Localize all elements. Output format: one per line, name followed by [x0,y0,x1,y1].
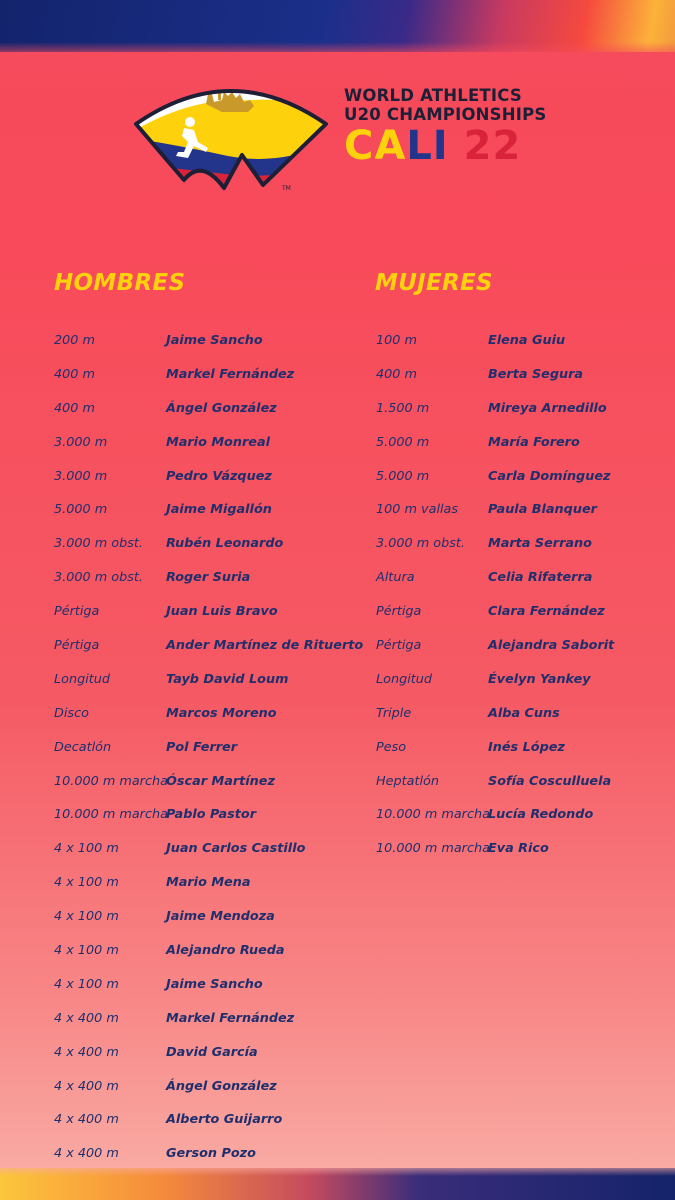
event-label: 400 m [54,400,95,416]
roster-row [54,669,354,703]
cali-22-emblem-icon [132,72,330,200]
logo-city-year [344,125,521,167]
event-label: 400 m [54,366,95,382]
athlete-name: Elena Guiu [488,333,566,348]
event-label: 4 x 100 m [54,976,119,992]
svg-text:TM: TM [282,185,291,192]
event-label: 5.000 m [376,434,430,450]
event-label: Pértiga [54,604,100,620]
athlete-name: Évelyn Yankey [488,671,591,687]
roster-row [54,703,354,737]
roster-row [376,635,666,669]
roster-row [54,635,364,669]
athlete-name: Juan Carlos Castillo [166,841,306,857]
athlete-name: Berta Segura [488,366,584,382]
athlete-name: Markel Fernández [166,366,295,382]
roster-row [54,499,354,533]
athlete-name: Carla Domínguez [488,468,611,484]
athlete-name: Ángel González [166,400,277,416]
athlete-name: Mireya Arnedillo [488,400,607,416]
event-label: Pértiga [376,604,422,620]
roster-row [54,432,354,466]
athlete-name: Paula Blanquer [488,502,597,518]
event-label: 10.000 m marcha [54,773,168,789]
athlete-name: Ángel González [166,1078,277,1094]
logo-city-part1: CA [344,123,407,169]
roster-row [376,533,666,567]
roster-row [54,906,354,940]
event-label: Peso [376,739,407,755]
athlete-name: Alejandro Rueda [166,943,285,959]
athlete-name: María Forero [488,434,580,450]
athlete-name: Jaime Sancho [166,333,263,348]
roster-row [376,432,666,466]
event-label: Triple [376,705,412,721]
event-label: Pértiga [54,638,100,654]
roster-row [54,737,354,771]
men-roster [54,330,364,1177]
event-label: 4 x 100 m [54,943,119,959]
roster-row [54,601,354,635]
event-label: Altura [376,570,415,586]
roster-row [54,466,354,500]
event-label: Longitud [54,671,110,687]
roster-row [376,771,666,805]
athlete-name: Alberto Guijarro [166,1112,283,1128]
event-label: 4 x 100 m [54,875,119,891]
athlete-name: Markel Fernández [166,1010,295,1026]
roster-row [376,601,666,635]
event-label: Longitud [376,671,432,687]
event-label: 10.000 m marcha [376,807,490,823]
event-label: 200 m [54,333,95,348]
athlete-name: Roger Suria [166,570,251,586]
athlete-name: Jaime Mendoza [166,909,275,925]
roster-row [376,669,666,703]
event-label: 100 m vallas [376,502,459,518]
event-label: Pértiga [376,638,422,654]
roster-row [376,330,666,364]
roster-row [54,804,354,838]
event-label: 4 x 400 m [54,1078,119,1094]
athlete-name: Mario Monreal [166,434,270,450]
roster-row [376,466,666,500]
event-label: 3.000 m obst. [54,536,143,552]
event-label: 4 x 400 m [54,1146,119,1162]
event-label: 3.000 m obst. [376,536,465,552]
roster-row [54,872,354,906]
event-label: 3.000 m [54,434,108,450]
event-label: 4 x 400 m [54,1010,119,1026]
roster-row [54,567,354,601]
roster-row [54,533,354,567]
athlete-name: David García [166,1044,258,1060]
roster-row [54,940,354,974]
roster-row [376,499,666,533]
roster-row [376,737,666,771]
event-label: 10.000 m marcha [54,807,168,823]
athlete-name: Sofía Cosculluela [488,773,612,789]
event-label: 1.500 m [376,400,430,416]
athlete-name: Jaime Sancho [166,976,263,992]
event-label: Disco [54,705,89,721]
athlete-name: Alba Cuns [488,705,560,721]
women-roster [376,330,666,872]
athlete-name: Marcos Moreno [166,705,277,721]
event-label: 100 m [376,333,417,348]
athlete-name: Eva Rico [488,841,549,857]
logo-u20-championships: U20 CHAMPIONSHIPS [344,105,547,124]
event-label: 4 x 400 m [54,1044,119,1060]
roster-row [376,398,666,432]
logo-year: 22 [463,123,522,169]
roster-row [54,1109,354,1143]
event-label: 10.000 m marcha [376,841,490,857]
roster-row [54,1076,354,1110]
roster-row [54,398,354,432]
athlete-name: Pol Ferrer [166,739,238,755]
athlete-name: Inés López [488,739,565,755]
roster-row [54,1008,354,1042]
roster-row [376,364,666,398]
athlete-name: Pablo Pastor [166,807,257,823]
roster-row [54,771,354,805]
logo-city-part2: LI [406,123,449,169]
roster-row [376,838,666,872]
event-label: 4 x 100 m [54,841,119,857]
roster-row [54,364,354,398]
athlete-name: Jaime Migallón [166,502,272,518]
roster-row [54,974,354,1008]
women-heading: MUJERES [375,270,493,296]
event-label: 4 x 400 m [54,1112,119,1128]
event-logo-text [344,86,564,167]
roster-row [376,703,666,737]
roster-row [376,567,666,601]
top-color-band [0,0,675,52]
athlete-name: Rubén Leonardo [166,536,284,552]
athlete-name: Celia Rifaterra [488,570,593,586]
athlete-name: Alejandra Saborit [488,638,615,654]
athlete-name: Lucía Redondo [488,807,594,823]
roster-row [54,330,354,364]
event-label: 3.000 m [54,468,108,484]
event-label: 5.000 m [54,502,108,518]
athlete-name: Marta Serrano [488,536,592,552]
event-label: Decatlón [54,739,112,755]
bottom-color-band [0,1168,675,1200]
event-label: 4 x 100 m [54,909,119,925]
logo-world-athletics: WORLD ATHLETICS [344,86,522,105]
athlete-name: Tayb David Loum [166,671,289,687]
athlete-name: Clara Fernández [488,604,605,620]
roster-row [376,804,666,838]
athlete-name: Mario Mena [166,875,251,891]
event-label: 400 m [376,366,417,382]
roster-row [54,1042,354,1076]
event-label: 5.000 m [376,468,430,484]
athlete-name: Pedro Vázquez [166,468,272,484]
athlete-name: Ander Martínez de Rituerto [166,638,364,654]
event-label: 3.000 m obst. [54,570,143,586]
event-label: Heptatlón [376,773,439,789]
men-heading: HOMBRES [54,270,186,296]
athlete-name: Óscar Martínez [166,773,275,789]
roster-row [54,838,354,872]
athlete-name: Juan Luis Bravo [166,604,278,620]
athlete-name: Gerson Pozo [166,1146,256,1162]
